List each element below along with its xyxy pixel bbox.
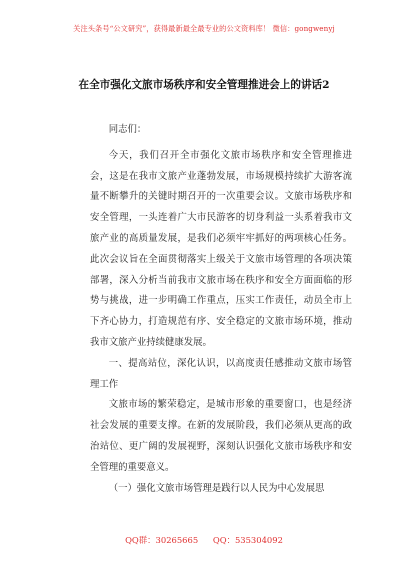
header-promo-note: 关注头条号“公文研究”，获得最新最全最专业的公文资料库！ 微信：gongwenyj — [73, 24, 335, 33]
section-heading: 一、提高站位，深化认识，以高度责任感推动文旅市场管理工作 — [90, 357, 352, 390]
footer-contact — [0, 534, 408, 546]
document-title: 在全市强化文旅市场秩序和安全管理推进会上的讲话2 — [78, 79, 330, 91]
salutation: 同志们： — [108, 124, 147, 135]
paragraph: 今天，我们召开全市强化文旅市场秩序和安全管理推进会，这是在我市文旅产业蓬勃发展，市场规模持续扩大游客流量不断攀升的关键时期召开的一次重要会议。文旅市场秩序和安全管理，一头连着广大市民游客的切身利益一头系着我市文旅产业的高质量发展，是我们必须牢牢抓好的两项核心任务。此次会议旨在全面贯彻落实上级关于文旅市场管理的各项决策部署，深入分析当前我市文旅市场在秩序和安全方面面临的形势与挑战，进一步明确工作重点，压实工作责任，动员全市上下齐心协力，打造规范有序、安全稳定的文旅市场环境，推动我市文旅产业持续健康发展。 — [90, 149, 352, 348]
paragraph: 文旅市场的繁荣稳定，是城市形象的重要窗口，也是经济社会发展的重要支撑。在新的发展阶段，我们必须从更高的政治站位、更广阔的发展视野，深刻认识强化文旅市场秩序和安全管理的重要意义。 — [90, 399, 352, 473]
footer-qq-group: QQ群：30265665 — [125, 535, 199, 545]
footer-qq-number: QQ：535304092 — [212, 535, 283, 545]
document-body — [90, 120, 352, 499]
subsection-heading: （一）强化文旅市场管理是践行以人民为中心发展思 — [108, 482, 325, 494]
